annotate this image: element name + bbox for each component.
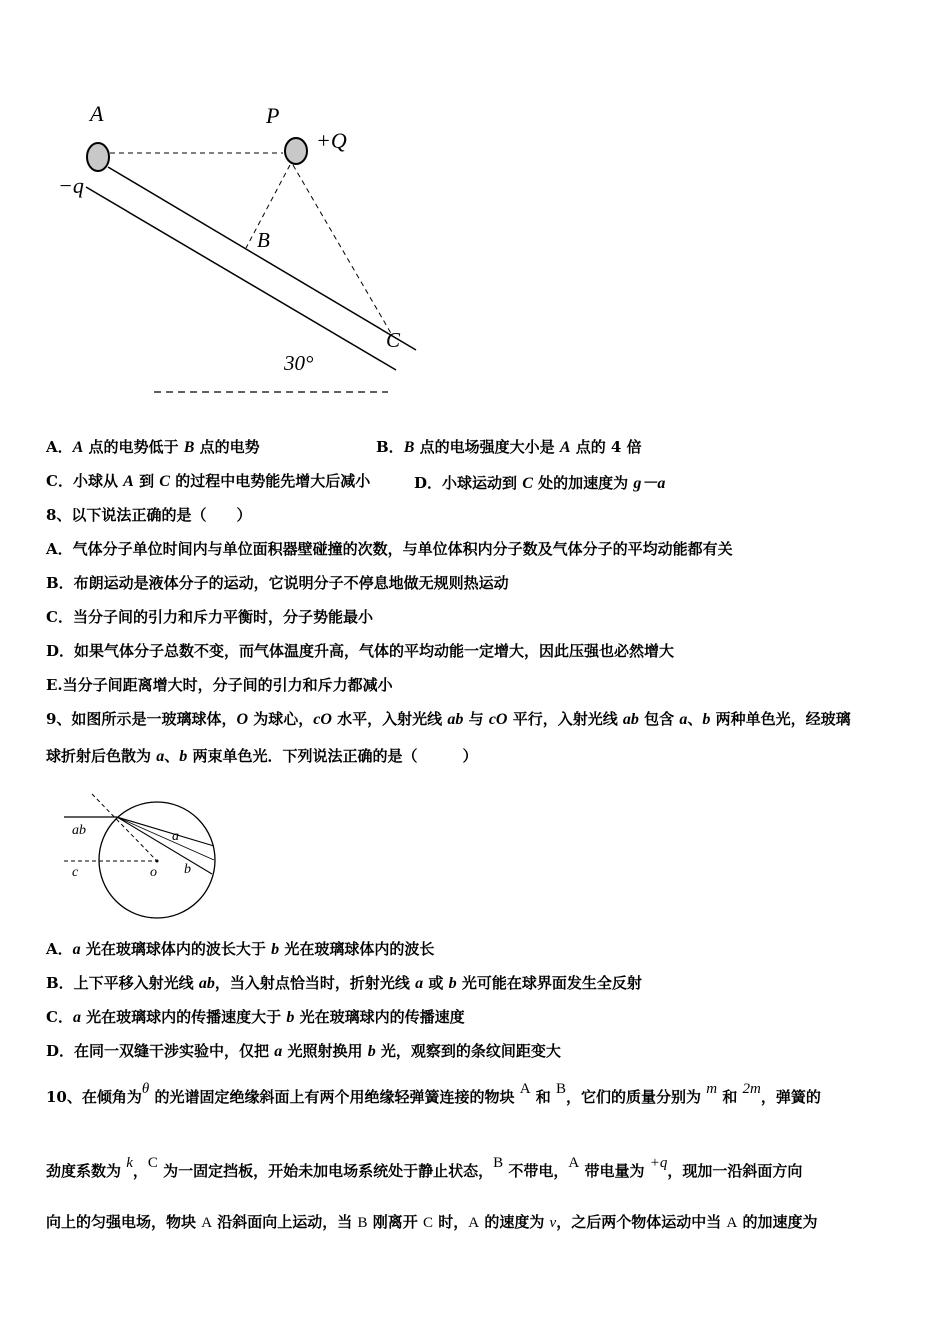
incline-top-edge [108,167,416,350]
label-p: P [266,103,280,128]
refracted-ray-mid [117,817,214,860]
q8-option-b: B．布朗运动是液体分子的运动，它说明分子不停息地做无规则热运动 [46,574,509,592]
q8-option-a: A．气体分子单位时间内与单位面积器壁碰撞的次数，与单位体积内分子数及气体分子的平均动能都有关 [46,540,733,558]
q7-option-a: A．A 点的电势低于 B 点的电势 [46,438,260,456]
q7-option-c: C．小球从 A 到 C 的过程中电势能先增大后减小 [46,472,371,490]
q8-option-e: E.当分子间距离增大时，分子间的引力和斥力都减小 [46,676,393,694]
refracted-ray-b [117,817,212,874]
q9-stem-line1: 9、如图所示是一玻璃球体，O 为球心，cO 水平，入射光线 ab 与 cO 平行，入射光线 ab 包含 a、b 两种单色光，经玻璃 [46,710,851,728]
q10-line2: 劲度系数为 k，C 为一固定挡板，开始未加电场系统处于静止状态，B 不带电，A 带电量为 +q，现加一沿斜面方向 [46,1155,803,1180]
charge-ball-p [285,138,307,164]
center-point [156,860,159,863]
incline-bottom-edge [86,187,396,370]
label-o-center: o [150,865,157,880]
label-c: C [386,328,401,352]
q9-stem-line2: 球折射后色散为 a、b 两束单色光．下列说法正确的是（ ） [46,747,478,765]
q7-option-b: B．B 点的电场强度大小是 A 点的 4 倍 [376,438,642,456]
q10-line1: 10、在倾角为θ 的光谱固定绝缘斜面上有两个用绝缘轻弹簧连接的物块 A 和 B，它们的质量分别为 m 和 2m，弹簧的 [46,1081,821,1106]
q9-option-c: C．a 光在玻璃球内的传播速度大于 b 光在玻璃球内的传播速度 [46,1008,465,1026]
incline-charge-figure [50,95,430,405]
q9-option-d: D．在同一双缝干涉实验中，仅把 a 光照射换用 b 光，观察到的条纹间距变大 [46,1042,561,1060]
q10-line3: 向上的匀强电场，物块 A 沿斜面向上运动，当 B 刚离开 C 时，A 的速度为 v，之后两个物体运动中当 A 的加速度为 [46,1213,818,1231]
label-ab: ab [72,823,86,838]
q9-option-b: B．上下平移入射光线 ab，当入射点恰当时，折射光线 a 或 b 光可能在球界面发生全反射 [46,974,642,992]
q9-option-a: A．a 光在玻璃球体内的波长大于 b 光在玻璃球体内的波长 [46,940,435,958]
q8-option-c: C．当分子间的引力和斥力平衡时，分子势能最小 [46,608,373,626]
glass-sphere-figure [62,788,232,923]
label-b: B [257,228,270,252]
normal-dashed [92,794,157,861]
label-minus-q: −q [58,173,84,198]
label-angle: 30° [284,351,314,375]
q8-option-d: D．如果气体分子总数不变，而气体温度升高，气体的平均动能一定增大，因此压强也必然增大 [46,642,675,660]
label-ray-a: a [172,829,179,844]
label-ray-b: b [184,862,191,877]
q8-stem: 8、以下说法正确的是（ ） [46,506,252,524]
label-a: A [90,101,104,126]
label-c-point: c [72,865,79,880]
dashed-line-p-c [293,165,392,335]
label-plus-q: +Q [316,128,347,153]
q7-option-d: D．小球运动到 C 处的加速度为 g－a [414,474,666,492]
charge-ball-a [87,143,109,171]
